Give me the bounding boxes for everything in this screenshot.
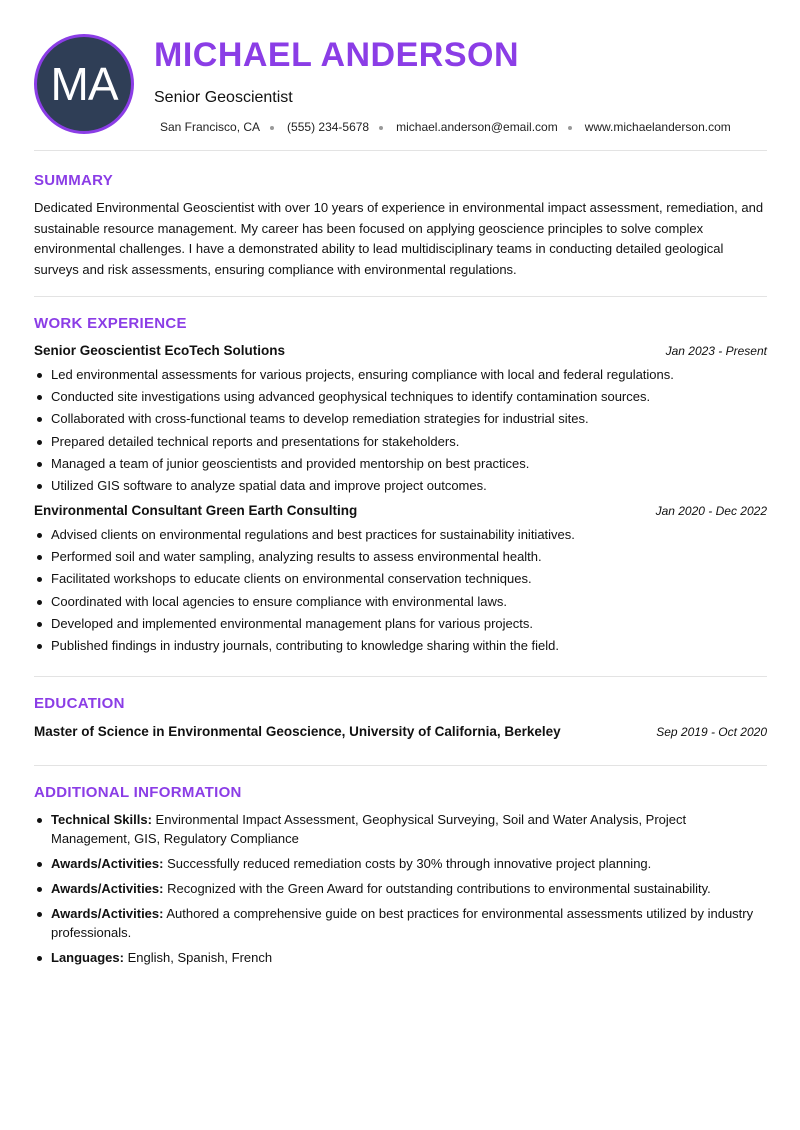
list-item: Developed and implemented environmental management plans for various projects. — [34, 616, 767, 632]
job-header — [34, 503, 767, 518]
item-label: Languages: — [51, 950, 124, 966]
list-item: Published findings in industry journals, contributing to knowledge sharing within the field. — [34, 638, 767, 654]
candidate-title: Senior Geoscientist — [154, 89, 293, 106]
additional-list — [34, 810, 767, 967]
section-title-summary: SUMMARY — [34, 172, 114, 189]
separator-dot-icon — [379, 126, 383, 130]
job-title: Environmental Consultant Green Earth Consulting — [34, 502, 358, 518]
list-item: Conducted site investigations using advanced geophysical techniques to identify contamination sources. — [34, 389, 767, 405]
separator-dot-icon — [270, 126, 274, 130]
section-title-experience: WORK EXPERIENCE — [34, 315, 187, 332]
job-dates: Jan 2023 - Present — [665, 344, 767, 358]
education-dates: Sep 2019 - Oct 2020 — [656, 725, 767, 740]
list-item: Collaborated with cross-functional teams to develop remediation strategies for industrial sites. — [34, 411, 767, 427]
candidate-name: MICHAEL ANDERSON — [154, 36, 520, 74]
list-item: Coordinated with local agencies to ensure compliance with environmental laws. — [34, 594, 767, 610]
list-item — [34, 810, 767, 848]
list-item: Advised clients on environmental regulations and best practices for sustainability initiatives. — [34, 527, 767, 543]
job-entry — [34, 503, 767, 654]
job-dates: Jan 2020 - Dec 2022 — [655, 503, 767, 518]
contact-email[interactable]: michael.anderson@email.com — [396, 120, 558, 134]
avatar — [34, 34, 134, 134]
item-text: Authored a comprehensive guide on best practices for environmental assessments utilized by industry professionals. — [51, 906, 754, 941]
item-text: Recognized with the Green Award for outstanding contributions to environmental sustainability. — [167, 881, 711, 897]
section-title-education: EDUCATION — [34, 695, 125, 713]
contact-website[interactable]: www.michaelanderson.com — [584, 120, 731, 134]
item-text: English, Spanish, French — [127, 950, 273, 966]
list-item: Facilitated workshops to educate clients on environmental conservation techniques. — [34, 571, 767, 587]
job-header — [34, 343, 767, 358]
job-title: Senior Geoscientist EcoTech Solutions — [34, 343, 286, 358]
summary-text: Dedicated Environmental Geoscientist with over 10 years of experience in environmental impact assessment, remediation, and sustainable resource management. My career has been focused on applying geoscience principles to solve complex environmental challenges. I have a demonstrated ability to lead multidisciplinary teams in conducting detailed geological surveys and risk assessments, ensuring compliance with environmental regulations. — [34, 200, 764, 277]
contact-phone[interactable]: (555) 234-5678 — [287, 120, 370, 134]
experience-section — [34, 297, 767, 677]
job-entry — [34, 343, 767, 494]
list-item — [34, 879, 767, 898]
list-item — [34, 854, 767, 873]
item-label: Technical Skills: — [51, 812, 152, 828]
list-item: Led environmental assessments for various projects, ensuring compliance with local and federal regulations. — [34, 367, 767, 383]
degree: Master of Science in Environmental Geoscience, University of California, Berkeley — [34, 724, 561, 740]
job-bullets — [34, 527, 767, 654]
job-bullets — [34, 367, 767, 494]
resume-header — [34, 0, 767, 151]
list-item: Prepared detailed technical reports and presentations for stakeholders. — [34, 434, 767, 450]
list-item: Managed a team of junior geoscientists and provided mentorship on best practices. — [34, 456, 767, 472]
section-title-additional: ADDITIONAL INFORMATION — [34, 784, 242, 802]
item-label: Awards/Activities: — [51, 856, 164, 872]
contact-location: San Francisco, CA — [160, 120, 261, 134]
list-item — [34, 948, 767, 967]
education-section — [34, 677, 767, 766]
additional-section — [34, 766, 767, 967]
item-label: Awards/Activities: — [51, 906, 164, 922]
list-item: Utilized GIS software to analyze spatial data and improve project outcomes. — [34, 478, 767, 494]
item-text: Environmental Impact Assessment, Geophysical Surveying, Soil and Water Analysis, Project Management, GIS, Regulatory Compliance — [51, 812, 687, 847]
education-entry — [34, 724, 767, 739]
item-label: Awards/Activities: — [51, 881, 164, 897]
list-item: Performed soil and water sampling, analyzing results to assess environmental health. — [34, 549, 767, 565]
separator-dot-icon — [568, 126, 572, 130]
avatar-initials: MA — [50, 58, 118, 110]
contact-info — [160, 120, 731, 134]
item-text: Successfully reduced remediation costs by 30% through innovative project planning. — [167, 856, 652, 872]
summary-section — [34, 151, 767, 297]
list-item — [34, 904, 767, 942]
